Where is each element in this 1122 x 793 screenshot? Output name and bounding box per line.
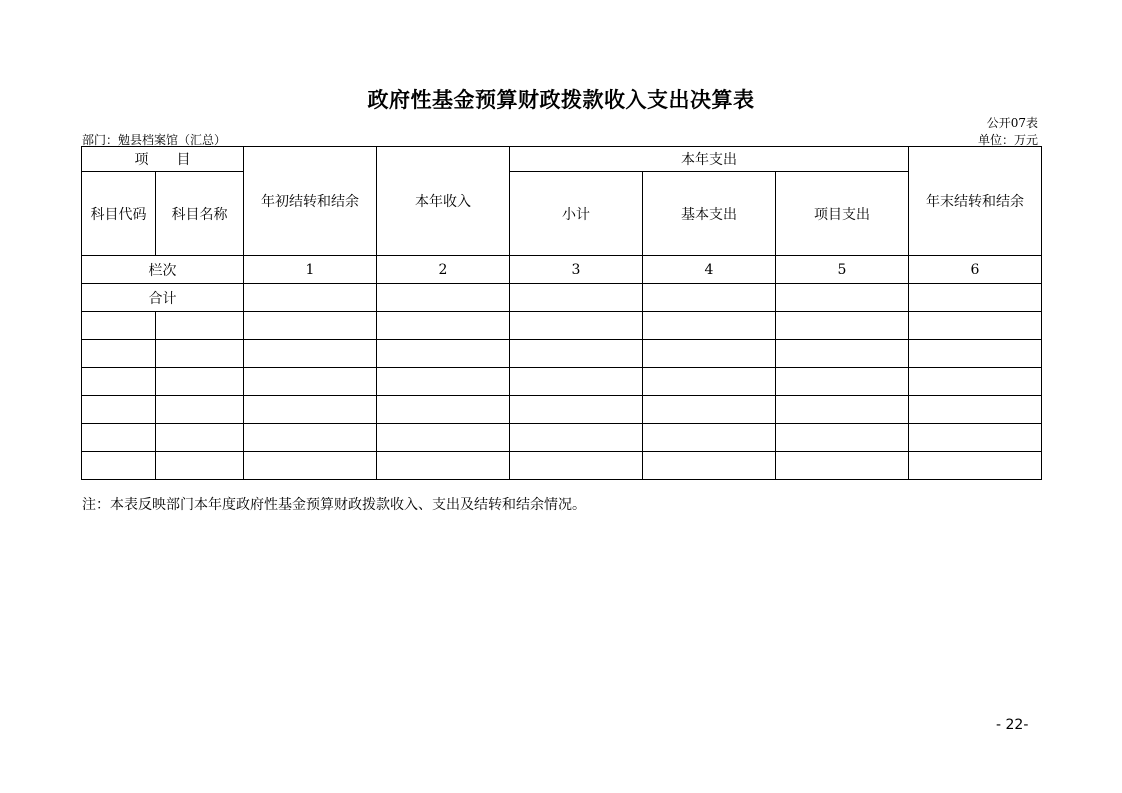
table-cell: [156, 340, 244, 368]
table-cell: [776, 452, 909, 480]
total-label: 合计: [82, 284, 244, 312]
table-cell: [244, 396, 377, 424]
table-cell: [643, 312, 776, 340]
table-cell: [377, 340, 510, 368]
table-cell: [510, 424, 643, 452]
unit-label: 单位：万元: [977, 133, 1038, 147]
column-number: 6: [909, 256, 1042, 284]
table-cell: [244, 284, 377, 312]
table-cell: [909, 284, 1042, 312]
table-cell: [244, 424, 377, 452]
table-cell: [643, 424, 776, 452]
table-row: [82, 368, 1042, 396]
column-number-row: [82, 256, 1042, 284]
table-cell: [909, 340, 1042, 368]
header-expenditure: 本年支出: [510, 147, 909, 172]
table-cell: [156, 396, 244, 424]
table-cell: [643, 368, 776, 396]
header-begin-balance: 年初结转和结余: [244, 147, 377, 256]
column-number: 5: [776, 256, 909, 284]
column-number: 4: [643, 256, 776, 284]
table-cell: [377, 368, 510, 396]
table-row: [82, 340, 1042, 368]
table-cell: [510, 396, 643, 424]
page-number: - 22-: [996, 717, 1029, 733]
table-cell: [156, 368, 244, 396]
header-code: 科目代码: [82, 172, 156, 256]
table-cell: [82, 424, 156, 452]
column-number: 1: [244, 256, 377, 284]
table-cell: [377, 284, 510, 312]
table-cell: [156, 452, 244, 480]
table-cell: [643, 452, 776, 480]
page-title: 政府性基金预算财政拨款收入支出决算表: [367, 87, 755, 112]
header-name: 科目名称: [156, 172, 244, 256]
table-cell: [510, 312, 643, 340]
table-cell: [82, 312, 156, 340]
header-item: 项 目: [82, 147, 244, 172]
table-cell: [643, 340, 776, 368]
table-cell: [643, 284, 776, 312]
table-cell: [909, 396, 1042, 424]
table-cell: [377, 312, 510, 340]
table-cell: [510, 368, 643, 396]
table-cell: [244, 452, 377, 480]
table-cell: [643, 396, 776, 424]
table-cell: [776, 312, 909, 340]
column-number: 3: [510, 256, 643, 284]
header-end-balance: 年末结转和结余: [909, 147, 1042, 256]
column-number: 2: [377, 256, 510, 284]
header-income: 本年收入: [377, 147, 510, 256]
header-project: 项目支出: [776, 172, 909, 256]
header-basic: 基本支出: [643, 172, 776, 256]
column-number-label: 栏次: [82, 256, 244, 284]
table-cell: [244, 312, 377, 340]
footnote: 注：本表反映部门本年度政府性基金预算财政拨款收入、支出及结转和结余情况。: [82, 497, 586, 513]
table-row: [82, 424, 1042, 452]
table-cell: [377, 452, 510, 480]
table-cell: [377, 424, 510, 452]
table-cell: [909, 424, 1042, 452]
budget-table: [81, 146, 1042, 480]
department-label: 部门：勉县档案馆（汇总）: [82, 133, 227, 147]
header-subtotal: 小计: [510, 172, 643, 256]
table-cell: [244, 340, 377, 368]
table-cell: [510, 452, 643, 480]
table-cell: [377, 396, 510, 424]
table-cell: [909, 312, 1042, 340]
table-cell: [776, 340, 909, 368]
table-row: [82, 312, 1042, 340]
table-cell: [82, 340, 156, 368]
total-row: [82, 284, 1042, 312]
form-number: 公开07表: [986, 116, 1038, 130]
table-cell: [82, 452, 156, 480]
table-cell: [82, 396, 156, 424]
table-row: [82, 396, 1042, 424]
table-cell: [82, 368, 156, 396]
table-cell: [776, 284, 909, 312]
table-cell: [156, 312, 244, 340]
table-cell: [244, 368, 377, 396]
table-cell: [776, 396, 909, 424]
table-cell: [510, 284, 643, 312]
table-cell: [909, 452, 1042, 480]
table-cell: [776, 424, 909, 452]
table-row: [82, 452, 1042, 480]
table-cell: [909, 368, 1042, 396]
table-cell: [776, 368, 909, 396]
table-cell: [156, 424, 244, 452]
table-cell: [510, 340, 643, 368]
